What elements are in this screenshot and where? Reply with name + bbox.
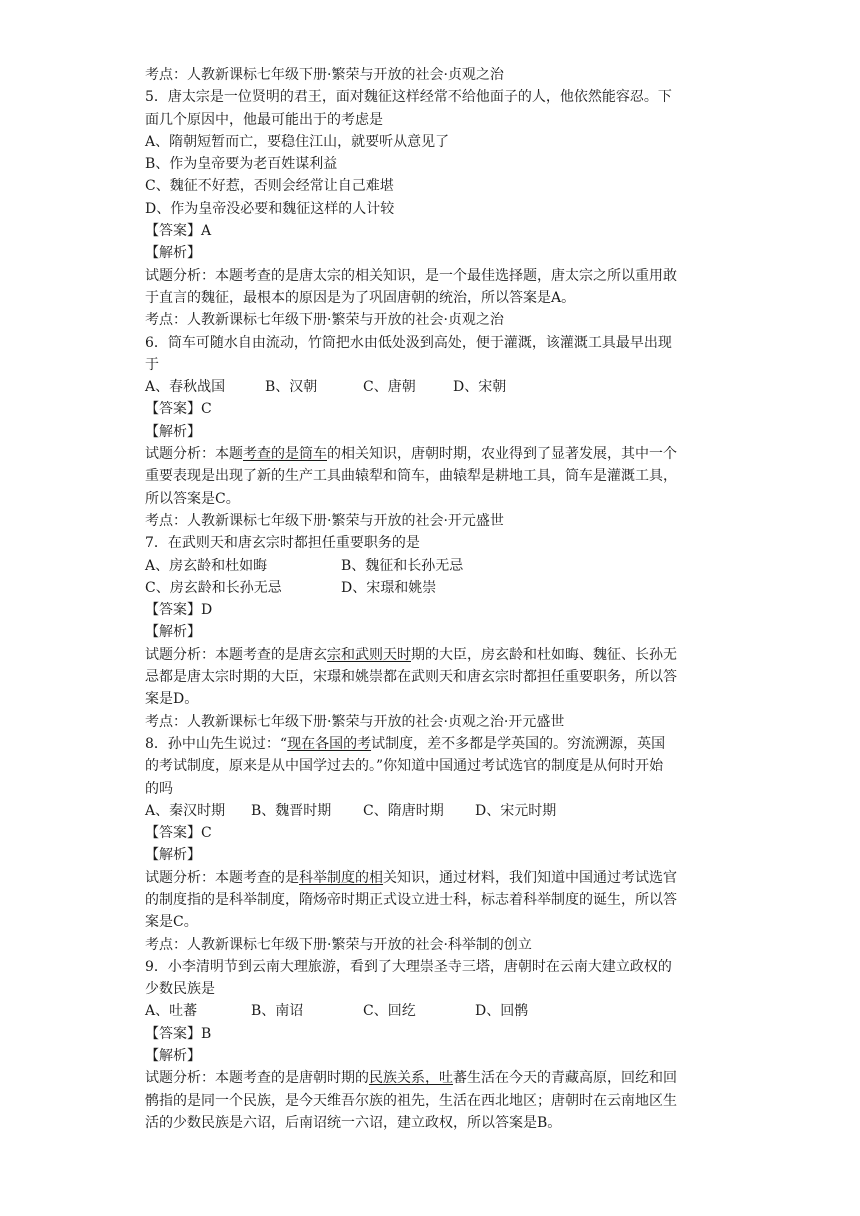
option-a: A、吐蕃: [145, 1003, 198, 1020]
analysis-text: [145, 867, 720, 889]
option-b: B、南诏: [251, 1003, 304, 1020]
analysis-text: [145, 644, 720, 666]
option-b: B、作为皇帝要为老百姓谋利益: [145, 156, 338, 173]
option-b: B、魏晋时期: [251, 802, 332, 819]
text-run: 试题分析：本题考查的是: [145, 869, 299, 886]
kaodian-line: 考点：人教新课标七年级下册·繁荣与开放的社会·贞观之治·开元盛世: [145, 713, 565, 730]
question-stem: 9．小李清明节到云南大理旅游，看到了大理崇圣寺三塔，唐朝时在云南大建立政权的: [145, 958, 672, 975]
answer-line: 【答案】C: [145, 401, 212, 418]
underlined-text: 宗和武则天时: [327, 646, 411, 663]
text-run: 8．孙中山先生说过：“: [145, 735, 288, 752]
text-run: 蕃生活在今天的青藏高原，回纥和回: [453, 1070, 677, 1087]
text-run: 试题分析：本题: [145, 446, 243, 463]
answer-line: 【答案】A: [145, 223, 212, 240]
analysis-heading: 【解析】: [145, 624, 201, 641]
option-a: A、隋朝短暂而亡，要稳住江山，就要听从意见了: [145, 133, 450, 150]
option-c: C、回纥: [363, 1003, 416, 1020]
option-c: C、魏征不好惹，否则会经常让自己难堪: [145, 178, 394, 195]
kaodian-line: 考点：人教新课标七年级下册·繁荣与开放的社会·开元盛世: [145, 512, 504, 529]
analysis-text: 案是C。: [145, 914, 198, 931]
answer-line: 【答案】D: [145, 602, 213, 619]
underlined-text: 民族关系，吐: [369, 1070, 453, 1087]
underlined-text: 现在各国的考: [287, 735, 372, 752]
options-row: [145, 800, 720, 822]
analysis-text: 所以答案是C。: [145, 490, 240, 507]
analysis-text: 活的少数民族是六诏，后南诏统一六诏，建立政权，所以答案是B。: [145, 1114, 562, 1131]
text-run: 的相关知识，唐朝时期，农业得到了显著发展，其中一个: [327, 446, 677, 463]
option-a: A、春秋战国: [145, 379, 226, 396]
question-stem: 5．唐太宗是一位贤明的君王，面对魏征这样经常不给他面子的人，他依然能容忍。下: [145, 89, 672, 106]
question-stem: 7．在武则天和唐玄宗时都担任重要职务的是: [145, 535, 420, 552]
kaodian-line: 考点：人教新课标七年级下册·繁荣与开放的社会·科举制的创立: [145, 936, 532, 953]
kaodian-line: 考点：人教新课标七年级下册·繁荣与开放的社会·贞观之治: [145, 312, 504, 329]
option-d: D、宋朝: [453, 379, 507, 396]
question-stem: 的吗: [145, 780, 173, 797]
text-run: 关知识，通过材料，我们知道中国通过考试选官: [383, 869, 677, 886]
analysis-text: 试题分析：本题考查的是唐太宗的相关知识，是一个最佳选择题，唐太宗之所以重用敢: [145, 267, 677, 284]
kaodian-line: 考点：人教新课标七年级下册·繁荣与开放的社会·贞观之治: [145, 67, 504, 83]
question-stem: 6．筒车可随水自由流动，竹筒把水由低处汲到高处，便于灌溉，该灌溉工具最早出现: [145, 334, 672, 351]
options-row: [145, 376, 720, 398]
analysis-heading: 【解析】: [145, 1048, 201, 1065]
text-run: 试题分析：本题考查的是唐玄: [145, 646, 327, 663]
option-b: B、汉朝: [265, 379, 318, 396]
answer-line: 【答案】B: [145, 1025, 212, 1042]
text-run: 试制度，差不多都是学英国的。穷流溯源，英国: [371, 735, 666, 752]
analysis-text: [145, 443, 720, 465]
analysis-text: [145, 1067, 720, 1089]
option-d: D、宋璟和姚崇: [341, 579, 437, 596]
option-c: C、房玄龄和长孙无忌: [145, 579, 282, 596]
underlined-text: 科举制度的相: [299, 869, 383, 886]
analysis-heading: 【解析】: [145, 423, 201, 440]
option-b: B、魏征和长孙无忌: [341, 557, 464, 574]
analysis-text: 忌都是唐太宗时期的大臣，宋璟和姚崇都在武则天和唐玄宗时都担任重要职务，所以答: [145, 669, 677, 686]
analysis-heading: 【解析】: [145, 245, 201, 262]
analysis-text: 的制度指的是科举制度，隋炀帝时期正式设立进士科，标志着科举制度的诞生，所以答: [145, 891, 677, 908]
analysis-heading: 【解析】: [145, 847, 201, 864]
question-stem: 于: [145, 356, 159, 373]
answer-line: 【答案】C: [145, 825, 212, 842]
question-stem: 少数民族是: [145, 981, 215, 998]
text-run: 期的大臣，房玄龄和杜如晦、魏征、长孙无: [411, 646, 677, 663]
analysis-text: 于直言的魏征，最根本的原因是为了巩固唐朝的统治，所以答案是A。: [145, 289, 576, 306]
analysis-text: 鹘指的是同一个民族，是今天维吾尔族的祖先，生活在西北地区；唐朝时在云南地区生: [145, 1092, 677, 1109]
underlined-text: 考查的是筒车: [243, 446, 327, 463]
analysis-text: 案是D。: [145, 691, 199, 708]
text-run: 试题分析：本题考查的是唐朝时期的: [145, 1070, 369, 1087]
option-d: D、宋元时期: [475, 802, 557, 819]
option-d: D、回鹘: [475, 1003, 529, 1020]
document-page: [145, 64, 720, 1134]
option-c: C、唐朝: [363, 379, 416, 396]
question-stem: 面几个原因中，他最可能出于的考虑是: [145, 111, 383, 128]
options-row: [145, 577, 720, 599]
question-stem: [145, 733, 720, 755]
option-a: A、秦汉时期: [145, 802, 226, 819]
options-row: [145, 555, 720, 577]
option-d: D、作为皇帝没必要和魏征这样的人计较: [145, 200, 395, 217]
question-stem: 的考试制度，原来是从中国学过去的。”你知道中国通过考试选官的制度是从何时开始: [145, 758, 664, 775]
option-c: C、隋唐时期: [363, 802, 444, 819]
options-row: [145, 1000, 720, 1022]
analysis-text: 重要表现是出现了新的生产工具曲辕犁和筒车，曲辕犁是耕地工具，筒车是灌溉工具，: [145, 468, 677, 485]
option-a: A、房玄龄和杜如晦: [145, 557, 268, 574]
